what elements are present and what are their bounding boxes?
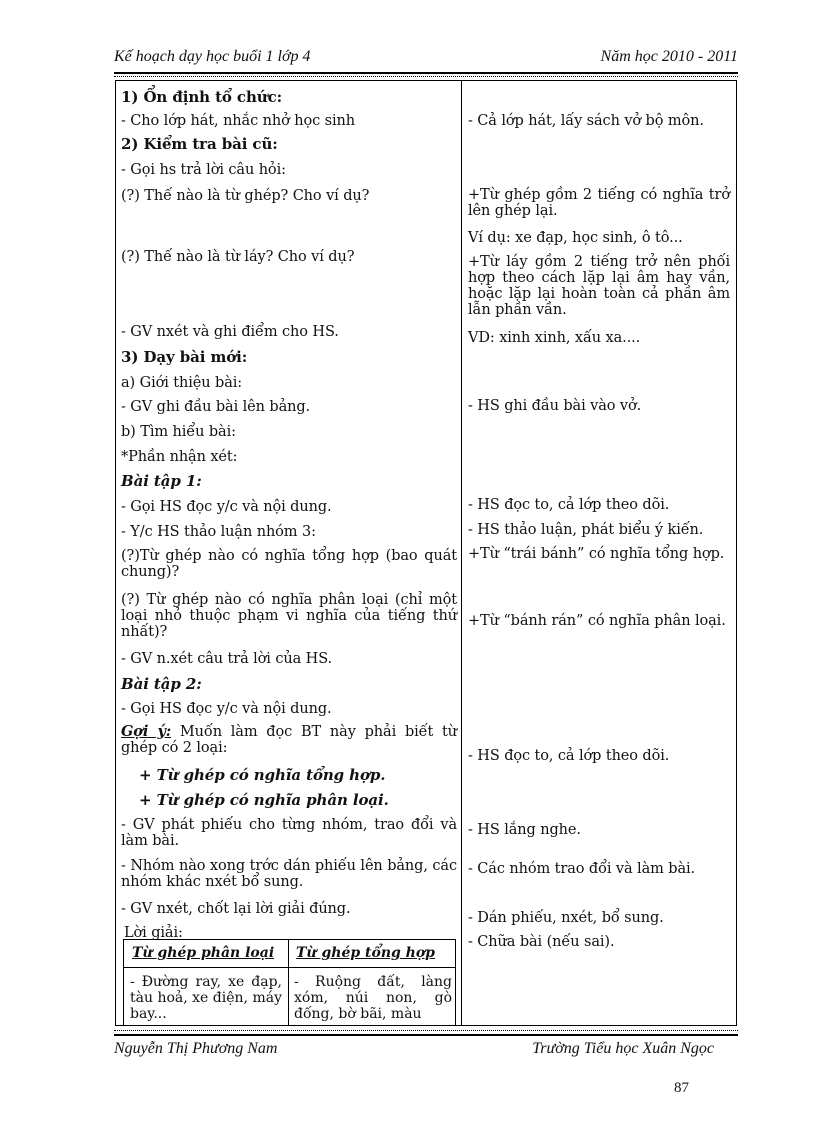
- text-line: - Dán phiếu, nxét, bổ sung.: [468, 910, 664, 926]
- answer: +Từ láy gồm 2 tiếng trở nên phối hợp theo cách lặp lại âm hay vần, hoặc lặp lại hoàn toàn cả phần âm lẫn phần vần.: [468, 254, 730, 318]
- header-rule: [114, 72, 738, 74]
- text-line: - Cả lớp hát, lấy sách vở bộ môn.: [468, 113, 704, 129]
- section-heading: 1) Ổn định tổ chức:: [121, 88, 283, 106]
- answer: VD: xinh xinh, xấu xa....: [468, 330, 641, 346]
- question: (?) Từ ghép nào có nghĩa phân loại (chỉ một loại nhỏ thuộc phạm vi nghĩa của tiếng thứ nhất)?: [121, 592, 457, 640]
- footer-rule-dotted: [114, 1030, 738, 1031]
- table-divider: [288, 940, 289, 1025]
- text-line: - HS đọc to, cả lớp theo dõi.: [468, 497, 670, 513]
- question: (?)Từ ghép nào có nghĩa tổng hợp (bao quát chung)?: [121, 548, 457, 580]
- table-header-classification: Từ ghép phân loại: [132, 945, 275, 961]
- text-line: - HS lắng nghe.: [468, 822, 581, 838]
- text-line: - HS đọc to, cả lớp theo dõi.: [468, 748, 670, 764]
- text-line: - Cho lớp hát, nhắc nhở học sinh: [121, 113, 355, 129]
- word-type: + Từ ghép có nghĩa phân loại.: [139, 791, 389, 809]
- text-line: - Nhóm nào xong trớc dán phiếu lên bảng, các nhóm khác nxét bổ sung.: [121, 858, 457, 890]
- text-line: - HS ghi đầu bài vào vở.: [468, 398, 642, 414]
- text-line: - GV ghi đầu bài lên bảng.: [121, 399, 311, 415]
- footer-author: Nguyễn Thị Phương Nam: [114, 1040, 278, 1057]
- table-cell-classification: - Đường ray, xe đạp, tàu hoả, xe điện, máy bay...: [130, 974, 282, 1022]
- column-divider: [461, 80, 462, 1026]
- answer: +Từ ghép gồm 2 tiếng có nghĩa trở lên ghép lại.: [468, 187, 730, 219]
- page-footer: [114, 1040, 714, 1060]
- section-heading: 3) Dạy bài mới:: [121, 348, 248, 366]
- page-header: [114, 48, 738, 70]
- section-heading: 2) Kiểm tra bài cũ:: [121, 135, 278, 153]
- text-line: - HS thảo luận, phát biểu ý kiến.: [468, 522, 704, 538]
- hint-text: Muốn làm đọc BT này phải biết từ ghép có 2 loại:: [121, 724, 457, 756]
- table-header-rule: [124, 967, 455, 968]
- text-line: - Chữa bài (nếu sai).: [468, 934, 615, 950]
- table-header-synthesis: Từ ghép tổng hợp: [296, 945, 435, 961]
- table-cell-synthesis: - Ruộng đất, làng xóm, núi non, gò đống, bờ bãi, màu: [294, 974, 452, 1022]
- exercise-heading: Bài tập 1:: [121, 472, 202, 490]
- footer-rule: [114, 1034, 738, 1036]
- page-number: 87: [674, 1080, 689, 1096]
- answer: +Từ “bánh rán” có nghĩa phân loại.: [468, 613, 726, 629]
- text-line: - Gọi HS đọc y/c và nội dung.: [121, 499, 332, 515]
- answer-label: Lời giải:: [124, 925, 183, 941]
- text-line: - GV phát phiếu cho từng nhóm, trao đổi và làm bài.: [121, 817, 457, 849]
- footer-school: Trường Tiểu học Xuân Ngọc: [532, 1040, 714, 1057]
- text-line: b) Tìm hiểu bài:: [121, 424, 236, 440]
- text-line: - GV nxét, chốt lại lời giải đúng.: [121, 901, 351, 917]
- text-line: - Gọi hs trả lời câu hỏi:: [121, 162, 286, 178]
- word-type: + Từ ghép có nghĩa tổng hợp.: [139, 766, 386, 784]
- text-line: - Gọi HS đọc y/c và nội dung.: [121, 701, 332, 717]
- answer-table: [123, 939, 456, 1026]
- answer: Ví dụ: xe đạp, học sinh, ô tô...: [468, 230, 683, 246]
- text-line: - Các nhóm trao đổi và làm bài.: [468, 861, 696, 877]
- question: (?) Thế nào là từ láy? Cho ví dụ?: [121, 249, 355, 265]
- text-line: a) Giới thiệu bài:: [121, 375, 243, 391]
- text-line: - Y/c HS thảo luận nhóm 3:: [121, 524, 316, 540]
- hint: [121, 724, 457, 756]
- header-right: Năm học 2010 - 2011: [600, 48, 738, 65]
- hint-label: Gợi ý:: [121, 723, 172, 740]
- text-line: *Phần nhận xét:: [121, 449, 238, 465]
- text-line: - GV nxét và ghi điểm cho HS.: [121, 324, 339, 340]
- header-rule-dotted: [114, 76, 738, 77]
- question: (?) Thế nào là từ ghép? Cho ví dụ?: [121, 188, 370, 204]
- answer: +Từ “trái bánh” có nghĩa tổng hợp.: [468, 546, 725, 562]
- text-line: - GV n.xét câu trả lời của HS.: [121, 651, 333, 667]
- header-left: Kế hoạch dạy học buổi 1 lớp 4: [114, 48, 311, 65]
- exercise-heading: Bài tập 2:: [121, 675, 202, 693]
